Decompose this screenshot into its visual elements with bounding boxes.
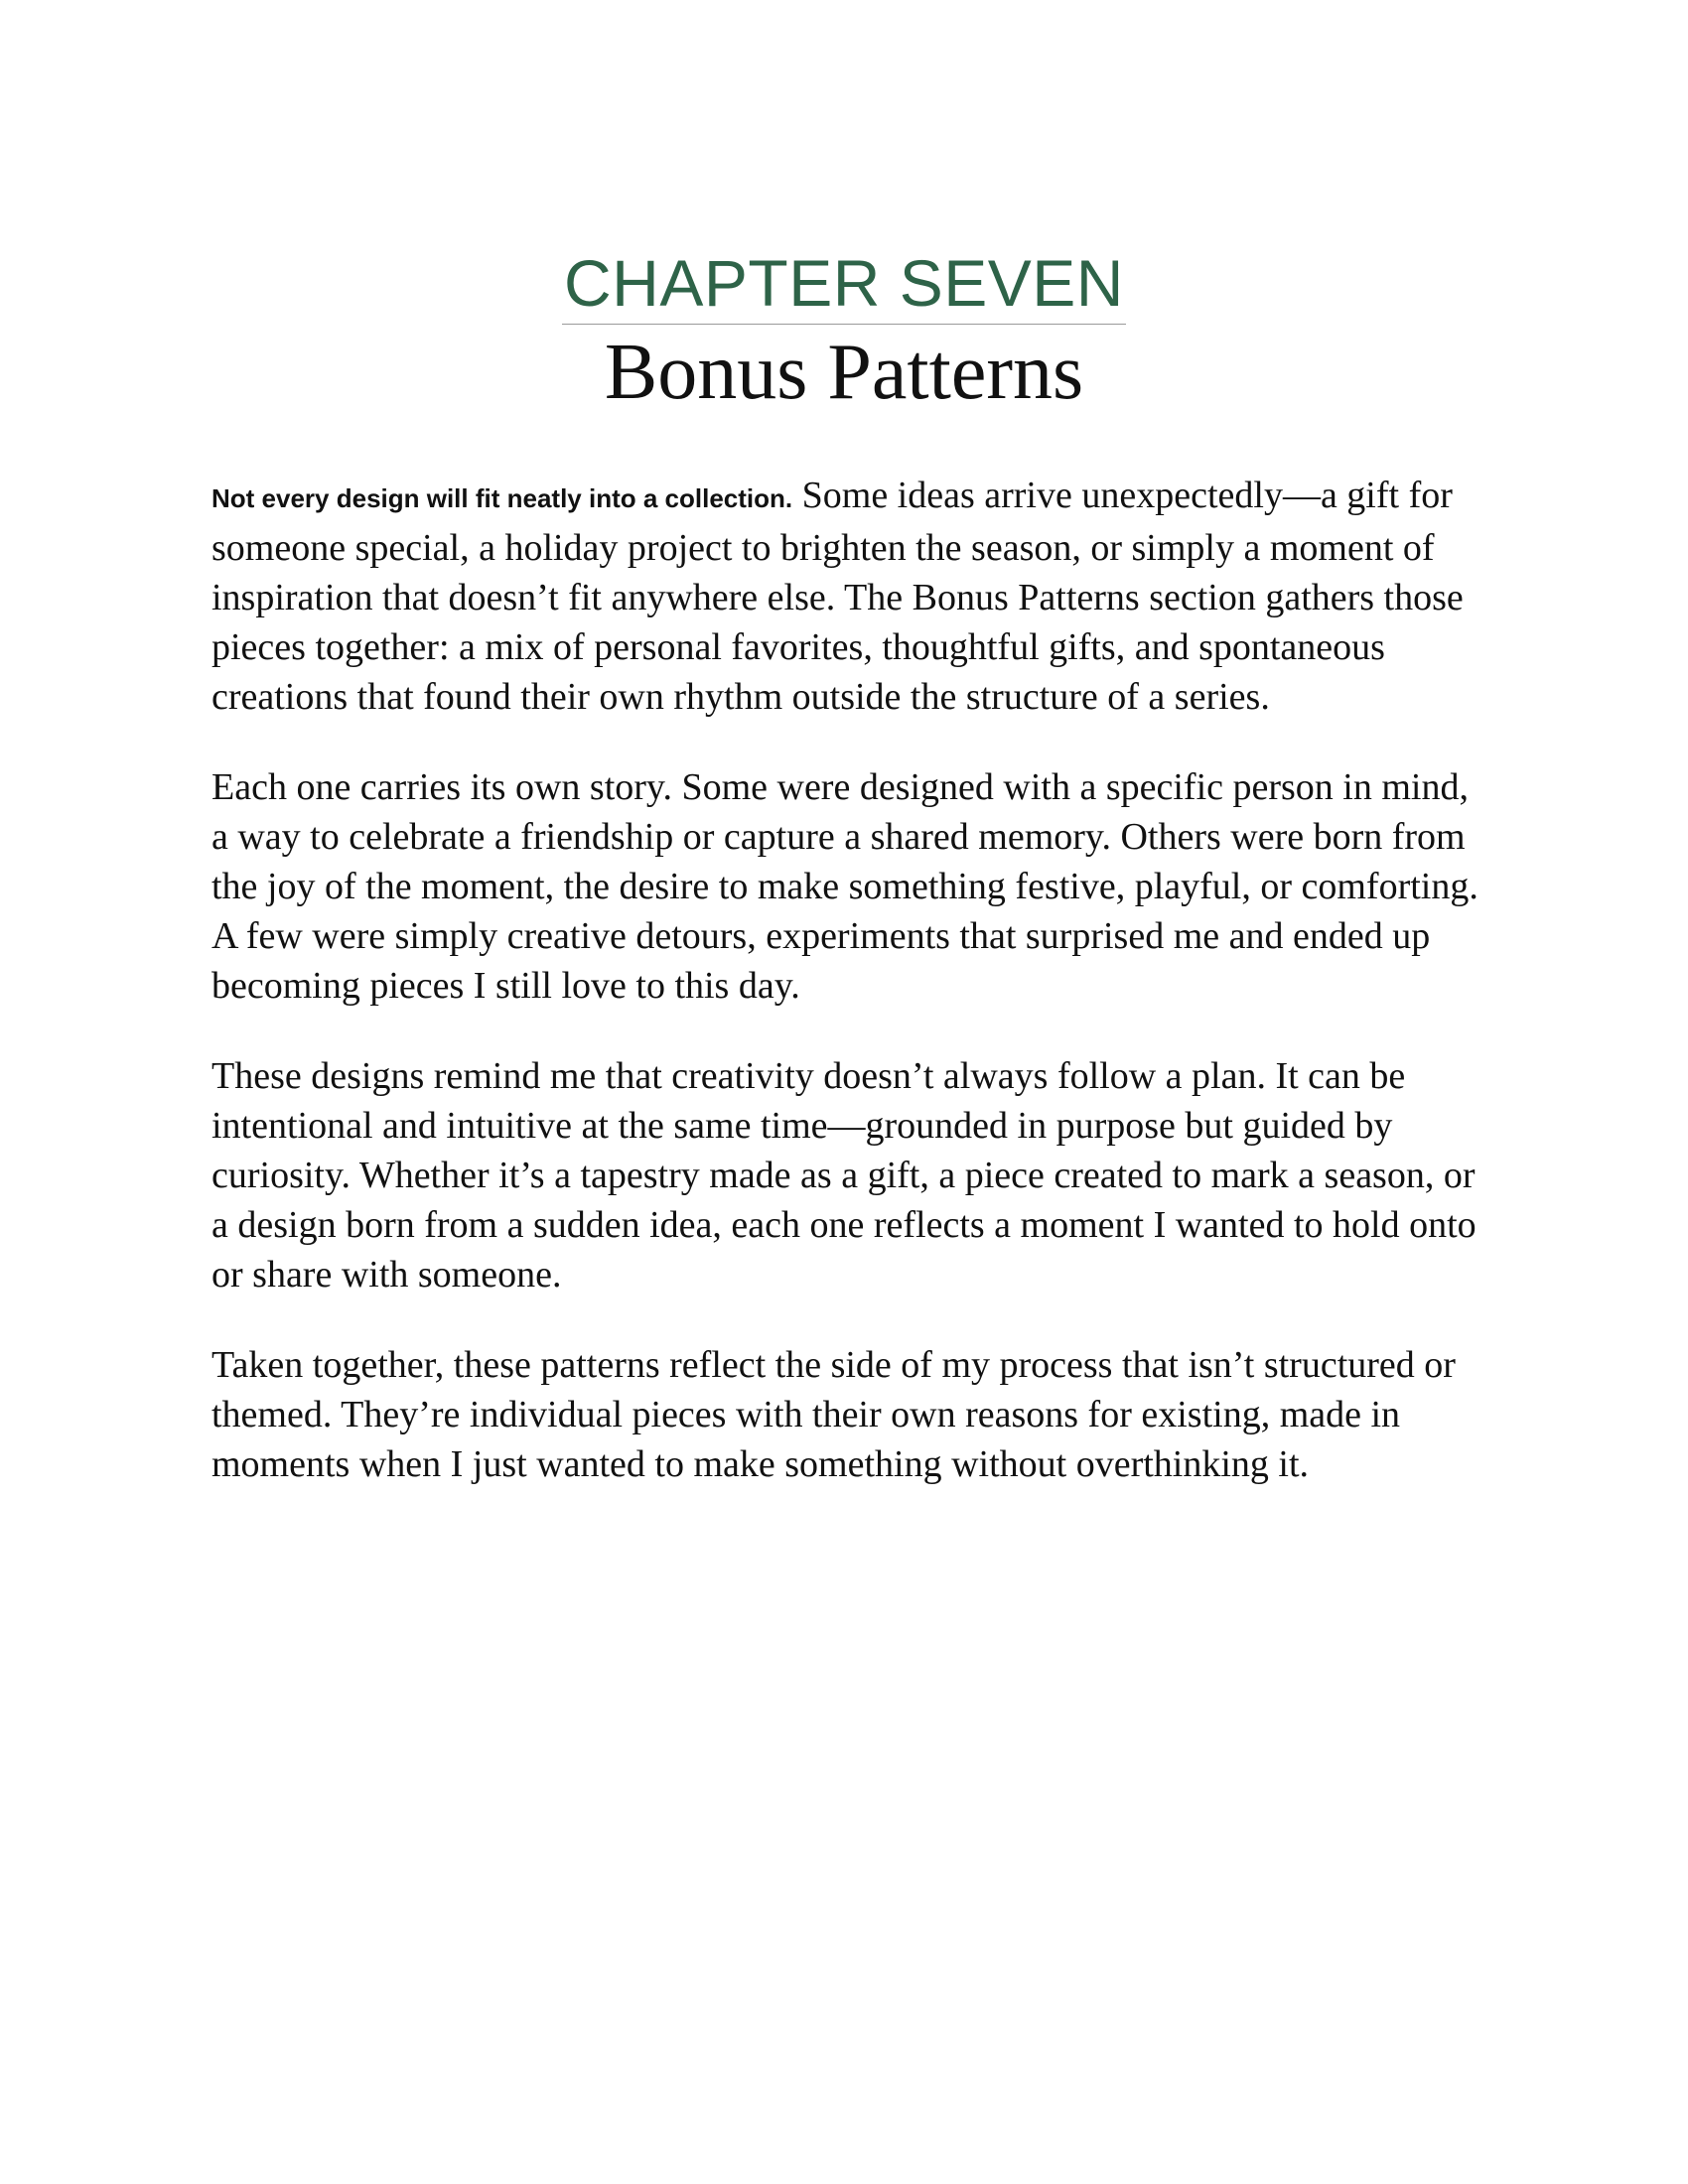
paragraph-4: Taken together, these patterns reflect the side of my process that isn’t structured or themed. They’re individual pieces with their own reasons for existing, made in moments when I just wanted to make something without overthinking it. [211, 1344, 1456, 1485]
chapter-label: CHAPTER SEVEN [562, 246, 1126, 325]
paragraph-2: Each one carries its own story. Some were designed with a specific person in mind, a way to celebrate a friendship or capture a shared memory. Others were born from the joy of the moment, the desire to make something festive, playful, or comforting. A few were simply creative detours, experiments that surprised me and ended up becoming pieces I still love to this day. [211, 766, 1478, 1007]
paragraph-3: These designs remind me that creativity doesn’t always follow a plan. It can be intentional and intuitive at the same time—grounded in purpose but guided by curiosity. Whether it’s a tapestry made as a gift, a piece created to mark a season, or a design born from a sudden idea, each one reflects a moment I wanted to hold onto or share with someone. [211, 1055, 1477, 1296]
paragraph-1 [211, 471, 1492, 722]
paragraph-1-text: Some ideas arrive unexpectedly—a gift for someone special, a holiday project to brighten the season, or simply a moment of inspiration that doesn’t fit anywhere else. The Bonus Patterns section gathers those pieces together: a mix of personal favorites, thoughtful gifts, and spontaneous creations that found their own rhythm outside the structure of a series. [211, 475, 1464, 718]
chapter-title: Bonus Patterns [604, 329, 1084, 416]
chapter-body [211, 471, 1492, 1530]
chapter-header [0, 246, 1688, 418]
paragraph-lead-in: Not every design will fit neatly into a collection. [211, 483, 793, 513]
